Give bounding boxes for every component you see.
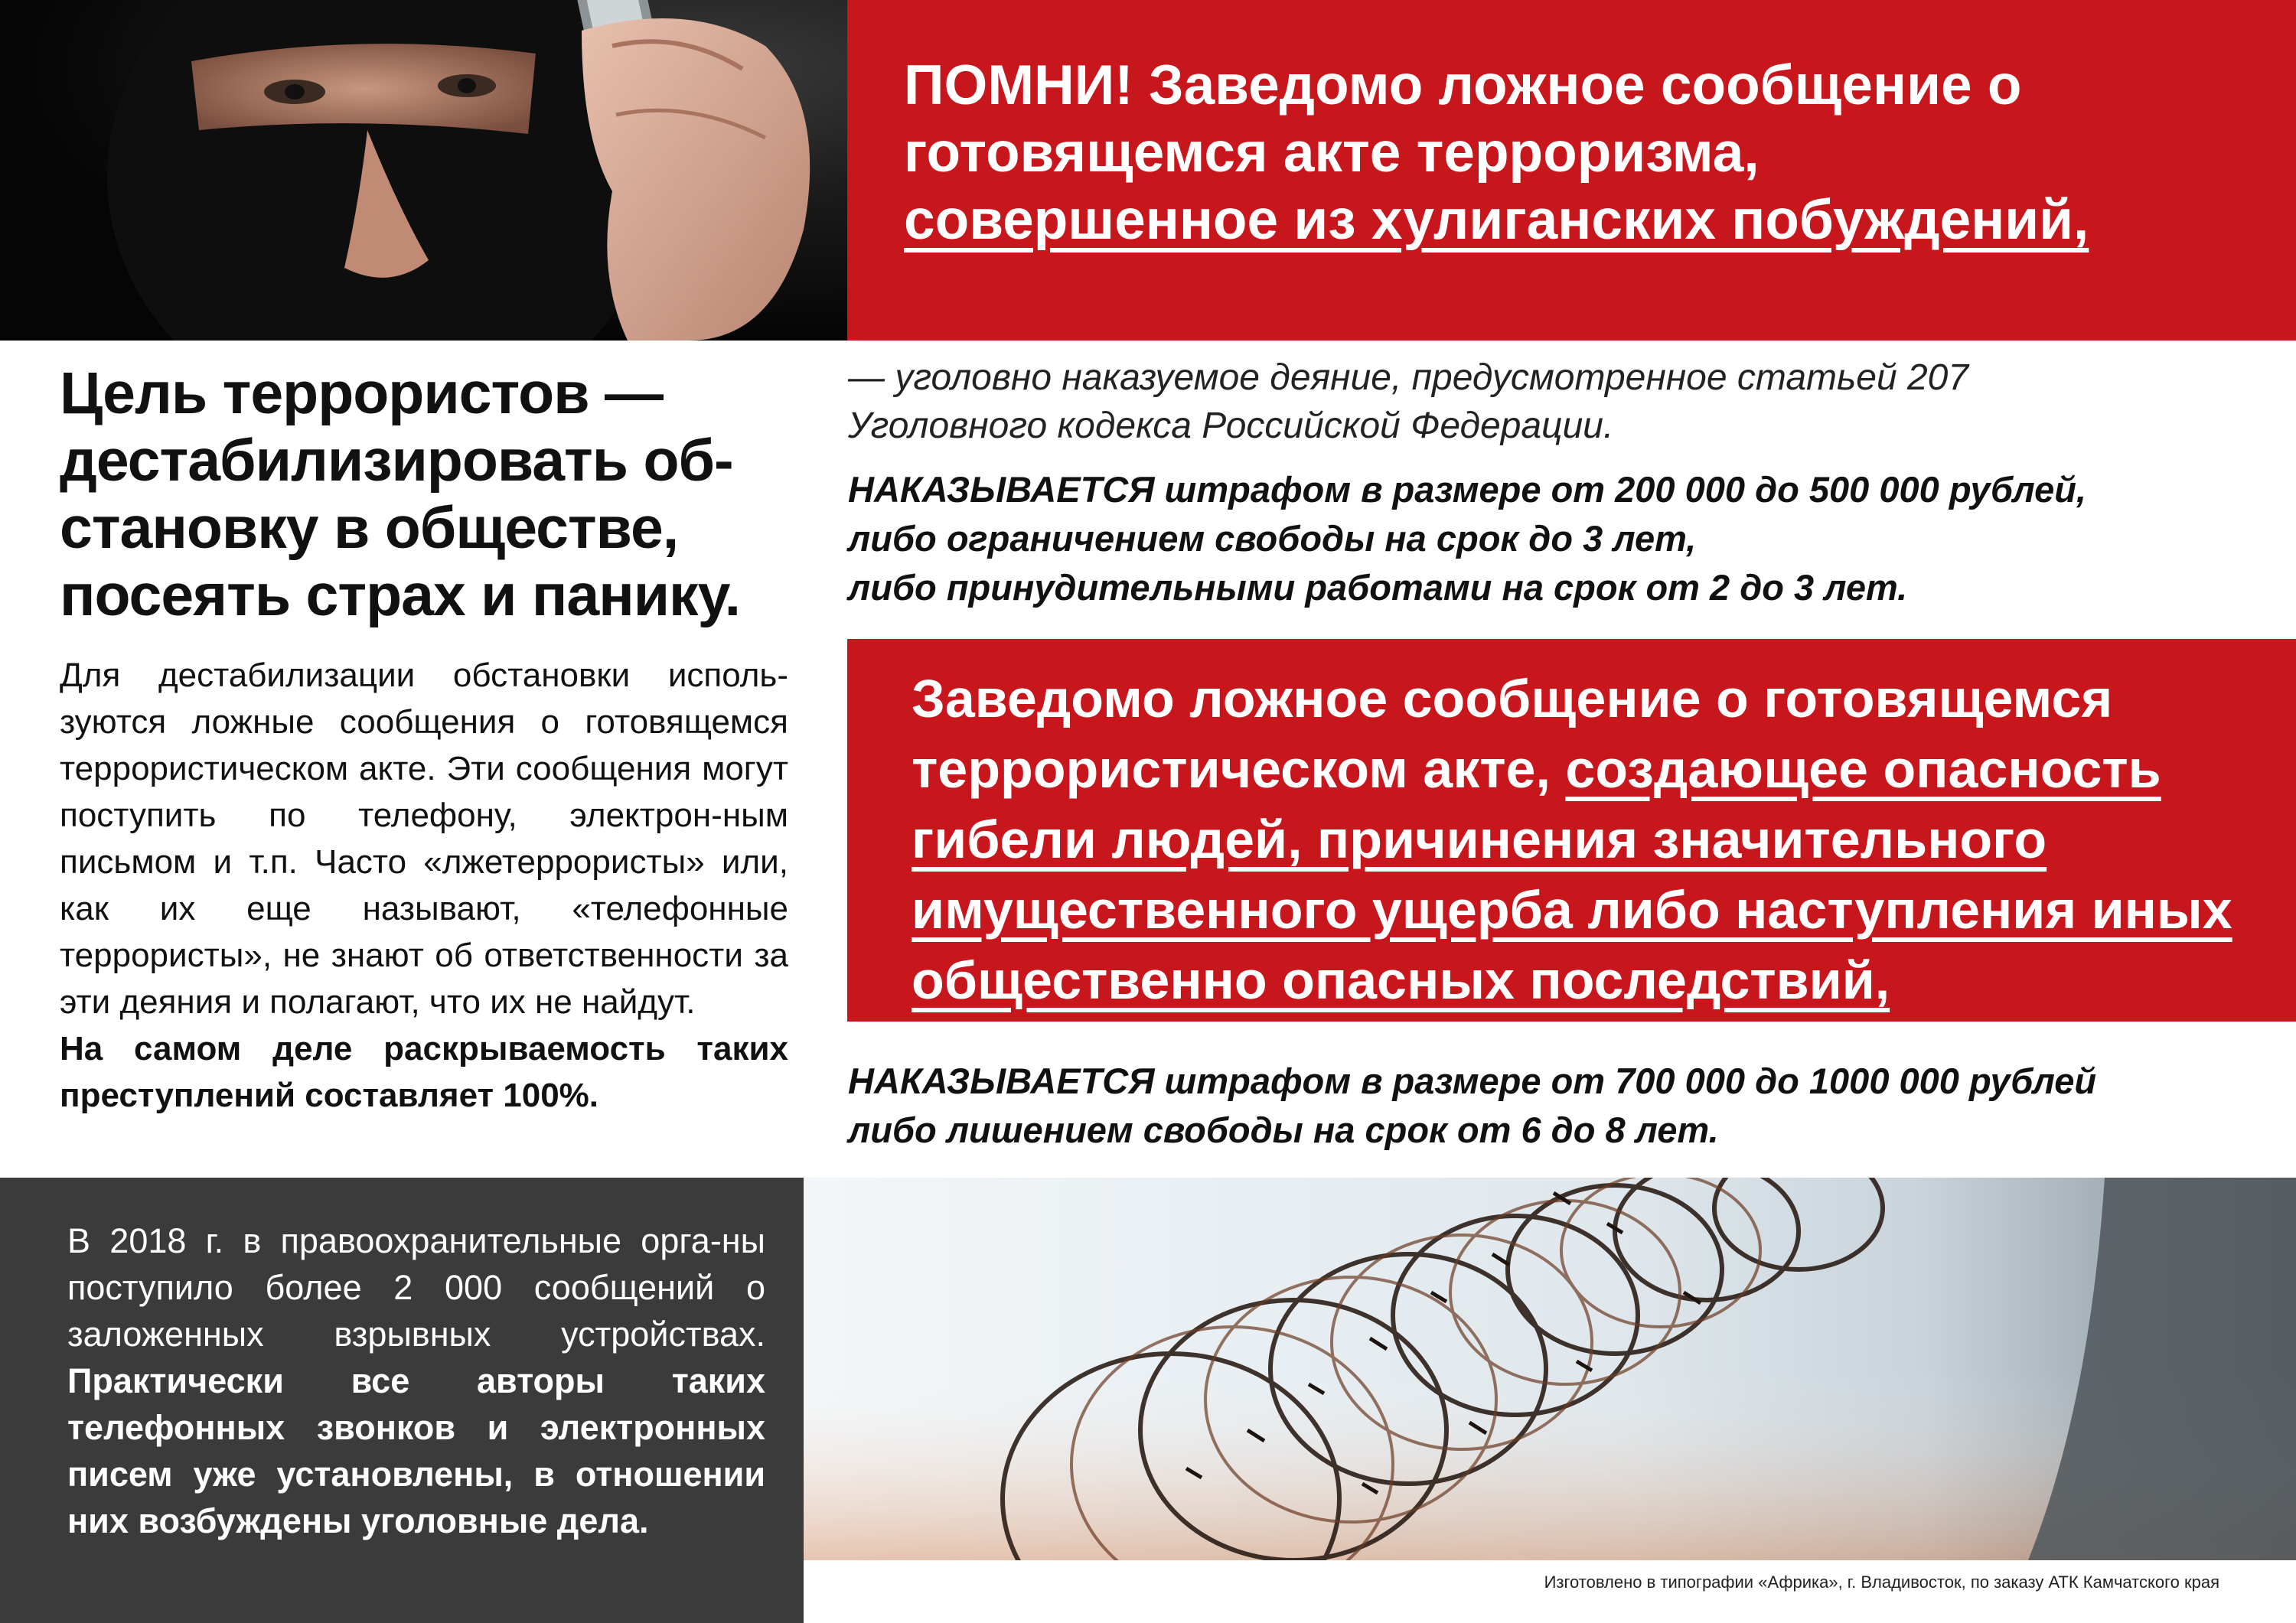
penalty-2-line-2: либо лишением свободы на срок от 6 до 8 лет. [848, 1110, 1719, 1150]
top-warning-text [904, 52, 2266, 254]
penalty-block-1 [848, 465, 2241, 612]
penalty-1-line-1: НАКАЗЫВАЕТСЯ штрафом в размере от 200 000 до 500 000 рублей, [848, 469, 2087, 510]
barbed-wire-photo [804, 1178, 2296, 1560]
article-reference-line-1: — уголовно наказуемое деяние, предусмотренное статьей 207 [848, 357, 1969, 398]
printer-credit: Изготовлено в типографии «Африка», г. Владивосток, по заказу АТК Камчатского края [1544, 1572, 2219, 1592]
penalty-1-line-2: либо ограничением свободы на срок до 3 лет, [848, 518, 1697, 559]
aggravated-offence-plain: Заведомо ложное сообщение о готовящемся террористическом акте, [912, 669, 2113, 799]
statistics-emphasis: Практически все авторы таких телефонных звонков и электронных писем уже установлены, в отношении них возбуждены уголовные дела. [67, 1361, 765, 1540]
article-reference-line-2: Уголовного кодекса Российской Федерации. [848, 406, 1614, 446]
top-warning-line-2: готовящемся акте терроризма, [904, 122, 1760, 184]
top-warning-line-3: совершенное из хулиганских побуждений, [904, 189, 2089, 251]
main-headline: Цель террористов — дестабилизировать об-становку в обществе, посеять страх и панику. [60, 360, 741, 628]
penalty-2-line-1: НАКАЗЫВАЕТСЯ штрафом в размере от 700 000 до 1000 000 рублей [848, 1061, 2097, 1101]
aggravated-offence-banner [847, 639, 2296, 1022]
intro-paragraph: Для дестабилизации обстановки исполь-зуются ложные сообщения о готовящемся террористическом акте. Эти сообщения могут поступить по телефону, электрон-ным письмом и т.п. Часто «лжетеррористы» или, как их еще называют, «телефонные террористы», не знают об ответственности за эти деяния и полагают, что их не найдут. [60, 657, 788, 1021]
top-warning-line-1: ПОМНИ! Заведомо ложное сообщение о [904, 54, 2022, 116]
penalty-block-2 [848, 1057, 2241, 1155]
statistics-panel [0, 1178, 804, 1623]
left-column [60, 360, 788, 1119]
aggravated-offence-text [912, 663, 2274, 1015]
statistics-fact: В 2018 г. в правоохранительные орга-ны поступило более 2 000 сообщений о заложенных взрывных устройствах. [67, 1221, 765, 1354]
intro-paragraph-emphasis: На самом деле раскрываемость таких преступлений составляет 100%. [60, 1030, 788, 1114]
statistics-text [67, 1217, 765, 1544]
article-reference [848, 354, 2226, 450]
masked-caller-photo [0, 0, 847, 341]
penalty-1-line-3: либо принудительными работами на срок от 2 до 3 лет. [848, 567, 1908, 608]
aggravated-offence-underlined: создающее опасность гибели людей, причинения значительного имущественного ущерба либо наступления иных общественно опасных последствий, [912, 739, 2232, 1010]
top-warning-banner [847, 0, 2296, 341]
